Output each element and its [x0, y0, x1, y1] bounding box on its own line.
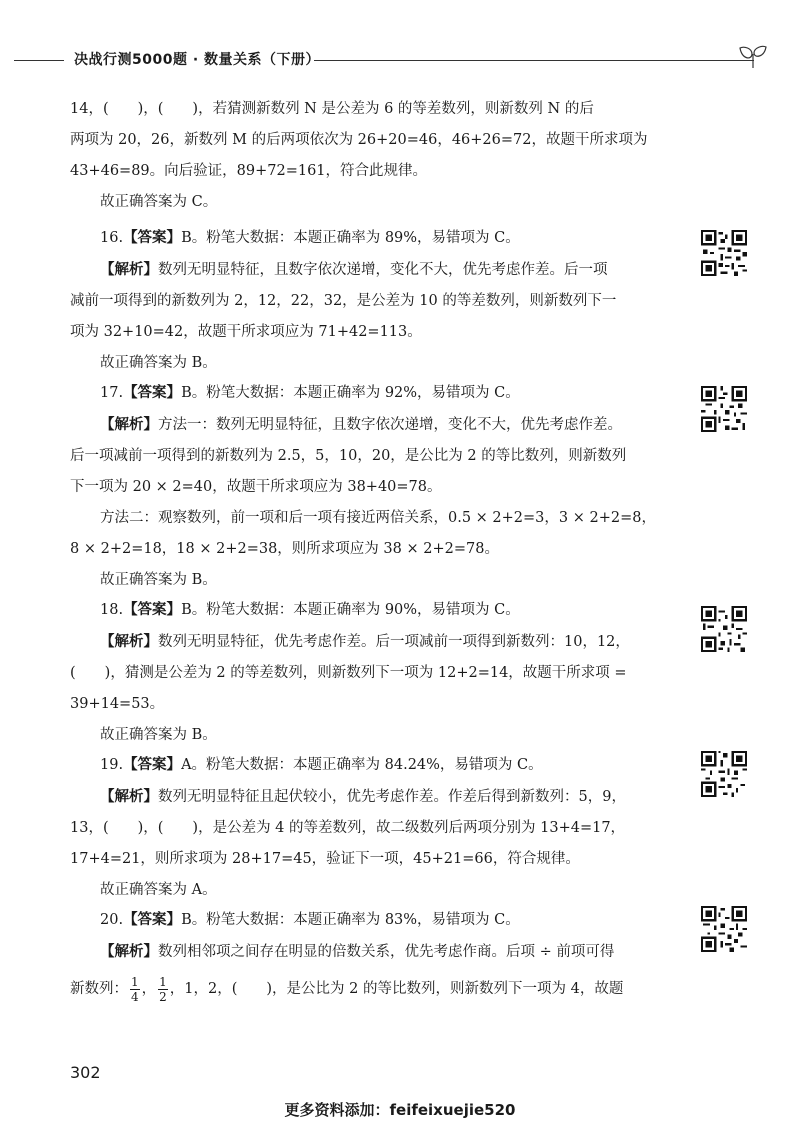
answer-line: 故正确答案为 B。	[100, 572, 217, 588]
running-header	[14, 44, 774, 74]
question-number: 18.	[100, 602, 124, 618]
answer-tag: 【答案】	[123, 229, 182, 246]
answer-heading	[70, 222, 670, 254]
text-line: 下一项为 20 × 2=40，故题干所求项应为 38+40=78。	[70, 479, 442, 495]
analysis-tag: 【解析】	[100, 943, 158, 960]
question-number: 19.	[100, 757, 124, 773]
answer-summary: B。粉笔大数据：本题正确率为 89%，易错项为 C。	[181, 230, 520, 246]
answer-tag: 【答案】	[123, 384, 182, 401]
text-line: 8 × 2+2=18，18 × 2+2=38，则所求项应为 38 × 2+2=78。	[70, 541, 499, 557]
q20-block	[70, 904, 670, 1005]
text-line: 后一项减前一项得到的新数列为 2.5，5，10，20，是公比为 2 的等比数列，则新数列	[70, 448, 627, 464]
answer-line: 故正确答案为 B。	[100, 727, 217, 743]
answer-summary: A。粉笔大数据：本题正确率为 84.24%，易错项为 C。	[181, 757, 543, 773]
text-line: 项为 32+10=42，故题干所求项应为 71+42=113。	[70, 324, 422, 340]
text-line: 39+14=53。	[70, 696, 165, 712]
text-line: 13，( )，( )，是公差为 4 的等差数列，故二级数列后两项分别为 13+4=17，	[70, 820, 626, 836]
question-number: 17.	[100, 385, 124, 401]
analysis-tag: 【解析】	[100, 788, 158, 805]
analysis-line	[70, 409, 670, 441]
text-line: 减前一项得到的新数列为 2，12，22，32，是公差为 10 的等差数列，则新数列下一	[70, 293, 617, 309]
fraction-denominator: 2	[159, 989, 167, 1004]
text-line: 方法一：数列无明显特征，且数字依次递增，变化不大，优先考虑作差。	[158, 417, 622, 433]
answer-summary: B。粉笔大数据：本题正确率为 83%，易错项为 C。	[181, 912, 520, 928]
qr-code-icon[interactable]	[701, 906, 747, 952]
page-number: 302	[70, 1063, 101, 1082]
answer-tag: 【答案】	[123, 911, 182, 928]
answer-summary: B。粉笔大数据：本题正确率为 92%，易错项为 C。	[181, 385, 520, 401]
analysis-line	[70, 626, 670, 658]
q17-block	[70, 377, 670, 596]
q18-block	[70, 594, 670, 751]
answer-tag: 【答案】	[123, 601, 182, 618]
qr-code-icon[interactable]	[701, 751, 747, 797]
fraction-one-half	[158, 975, 168, 1004]
analysis-tag: 【解析】	[100, 261, 158, 278]
answer-line: 故正确答案为 A。	[100, 882, 217, 898]
answer-heading	[70, 904, 670, 936]
analysis-line	[70, 254, 670, 286]
answer-line: 故正确答案为 B。	[100, 355, 217, 371]
fraction-one-quarter	[130, 975, 140, 1004]
answer-tag: 【答案】	[123, 756, 182, 773]
text-line: 数列相邻项之间存在明显的倍数关系，优先考虑作商。后项 ÷ 前项可得	[158, 944, 615, 960]
text-segment: ，1，2，( )，是公比为 2 的等比数列，则新数列下一项为 4，故题	[169, 981, 624, 997]
header-rule-right	[314, 60, 754, 61]
analysis-tag: 【解析】	[100, 633, 158, 650]
text-line: ( )，猜测是公差为 2 的等差数列，则新数列下一项为 12+2=14，故题干所求项 =	[70, 665, 627, 681]
question-number: 16.	[100, 230, 124, 246]
question-number: 20.	[100, 912, 124, 928]
answer-heading	[70, 594, 670, 626]
analysis-line	[70, 781, 670, 813]
q14-continuation	[70, 94, 670, 218]
text-line: 两项为 20，26，新数列 M 的后两项依次为 26+20=46，46+26=72，故题干所求项为	[70, 132, 648, 148]
answer-summary: B。粉笔大数据：本题正确率为 90%，易错项为 C。	[181, 602, 520, 618]
q19-block	[70, 749, 670, 906]
answer-heading	[70, 377, 670, 409]
footer-note: 更多资料添加：feifeixuejie520	[284, 1101, 516, 1119]
qr-code-icon[interactable]	[701, 606, 747, 652]
analysis-tag: 【解析】	[100, 416, 158, 433]
text-line: 数列无明显特征，且数字依次递增，变化不大，优先考虑作差。后一项	[158, 262, 608, 278]
header-rule-left	[14, 60, 64, 61]
fraction-numerator: 1	[131, 974, 139, 989]
answer-heading	[70, 749, 670, 781]
text-segment: 新数列：	[70, 981, 128, 997]
answer-line: 故正确答案为 C。	[100, 194, 218, 210]
fraction-numerator: 1	[159, 974, 167, 989]
text-line: 14，( )，( )，若猜测新数列 N 是公差为 6 的等差数列，则新数列 N 的后	[70, 101, 594, 117]
qr-code-icon[interactable]	[701, 230, 747, 276]
qr-code-icon[interactable]	[701, 386, 747, 432]
text-line: 17+4=21，则所求项为 28+17=45，验证下一项，45+21=66，符合规律。	[70, 851, 580, 867]
fraction-denominator: 4	[131, 989, 139, 1004]
analysis-line	[70, 936, 670, 968]
text-line: 数列无明显特征且起伏较小，优先考虑作差。作差后得到新数列：5，9，	[158, 789, 626, 805]
sprout-icon	[736, 44, 770, 70]
q16-block	[70, 222, 670, 379]
text-line: 数列无明显特征，优先考虑作差。后一项减前一项得到新数列：10，12，	[158, 634, 630, 650]
text-line: 新数列： $\frac{1}{4}$ ， $\frac{1}{2}$ ，1，2，( )，是公比为 2 的等比数列，则新数列下一项为 4，故题	[70, 974, 624, 1004]
header-title: 决战行测5000题 · 数量关系（下册）	[74, 52, 321, 68]
text-line: 方法二：观察数列，前一项和后一项有接近两倍关系，0.5 × 2+2=3，3 × 2+2=8，	[100, 510, 656, 526]
text-line: 43+46=89。向后验证，89+72=161，符合此规律。	[70, 163, 428, 179]
